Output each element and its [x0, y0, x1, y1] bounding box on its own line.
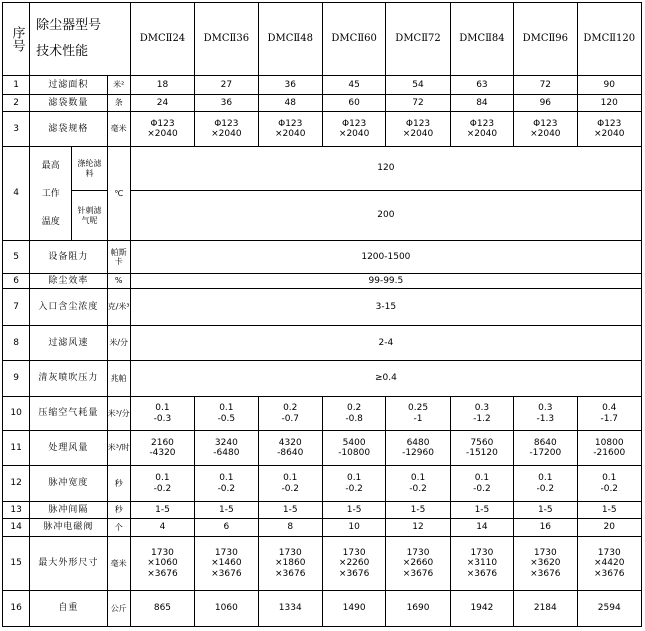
table-row	[3, 76, 642, 95]
table-row	[3, 502, 642, 519]
cell-value: 0.2 -0.8	[322, 397, 385, 431]
cell-value: 1730 ×4420 ×3676	[577, 537, 642, 591]
cell-value: 8	[258, 519, 322, 537]
row-unit: 兆帕	[107, 361, 130, 397]
cell-value: 4	[130, 519, 194, 537]
cell-value: 1730 ×3620 ×3676	[514, 537, 577, 591]
cell-value: 1-5	[514, 502, 577, 519]
cell-value: 99-99.5	[130, 274, 641, 289]
cell-value: 8640 -17200	[514, 431, 577, 466]
cell-value: 1-5	[258, 502, 322, 519]
row-name: 压缩空气耗量	[30, 397, 107, 431]
cell-value: 0.1 -0.2	[514, 466, 577, 502]
cell-value: 72	[514, 76, 577, 95]
row-name	[30, 147, 72, 241]
cell-value: 16	[514, 519, 577, 537]
cell-value: 1690	[386, 591, 450, 627]
cell-value: 0.1 -0.2	[577, 466, 642, 502]
row-number: 6	[3, 274, 30, 289]
row-unit: 公斤	[107, 591, 130, 627]
cell-value: 1-5	[450, 502, 513, 519]
model-header: DMCⅡ120	[577, 3, 642, 76]
cell-value: 1730 ×1460 ×3676	[195, 537, 258, 591]
cell-value: 48	[258, 95, 322, 112]
cell-value: 72	[386, 95, 450, 112]
cell-value: 10800 -21600	[577, 431, 642, 466]
row-name: 处理风量	[30, 431, 107, 466]
cell-value: 1-5	[577, 502, 642, 519]
cell-value: 200	[130, 191, 641, 241]
cell-value: Φ123 ×2040	[450, 112, 513, 147]
row-unit: ℃	[107, 147, 130, 241]
row-unit: 米²	[107, 76, 130, 95]
cell-value: 1730 ×3110 ×3676	[450, 537, 513, 591]
cell-value: 1490	[322, 591, 385, 627]
cell-value: 3-15	[130, 289, 641, 326]
title-header	[30, 3, 131, 76]
cell-value: 63	[450, 76, 513, 95]
cell-value: 0.1 -0.3	[130, 397, 194, 431]
cell-value: Φ123 ×2040	[195, 112, 258, 147]
row-unit: 秒	[107, 502, 130, 519]
table-row	[3, 95, 642, 112]
cell-value: 120	[577, 95, 642, 112]
cell-value: 120	[130, 147, 641, 191]
cell-value: Φ123 ×2040	[130, 112, 194, 147]
cell-value: 1334	[258, 591, 322, 627]
cell-value: 1-5	[386, 502, 450, 519]
row-name: 脉冲间隔	[30, 502, 107, 519]
cell-value: 90	[577, 76, 642, 95]
table-row	[3, 147, 642, 191]
row-name: 脉冲电磁阀	[30, 519, 107, 537]
cell-value: Φ123 ×2040	[258, 112, 322, 147]
cell-value: Φ123 ×2040	[577, 112, 642, 147]
row-number: 11	[3, 431, 30, 466]
cell-value: 10	[322, 519, 385, 537]
model-header: DMCⅡ36	[195, 3, 258, 76]
cell-value: Φ123 ×2040	[514, 112, 577, 147]
model-header: DMCⅡ60	[322, 3, 385, 76]
cell-value: 0.1 -0.5	[195, 397, 258, 431]
cell-value: 54	[386, 76, 450, 95]
cell-value: 0.1 -0.2	[450, 466, 513, 502]
row-number: 5	[3, 241, 30, 274]
cell-value: 2-4	[130, 326, 641, 361]
cell-value: 84	[450, 95, 513, 112]
cell-value: 1730 ×1060 ×3676	[130, 537, 194, 591]
cell-value: 36	[258, 76, 322, 95]
row-number: 13	[3, 502, 30, 519]
table-row	[3, 397, 642, 431]
cell-value: 0.25 -1	[386, 397, 450, 431]
cell-value: Φ123 ×2040	[322, 112, 385, 147]
cell-value: 2594	[577, 591, 642, 627]
row-number: 14	[3, 519, 30, 537]
table-row	[3, 466, 642, 502]
cell-value: 27	[195, 76, 258, 95]
row-name-part: 最高	[41, 160, 60, 171]
cell-value: 1730 ×1860 ×3676	[258, 537, 322, 591]
table-row	[3, 289, 642, 326]
table-row	[3, 112, 642, 147]
model-header: DMCⅡ24	[130, 3, 194, 76]
table-row	[3, 274, 642, 289]
title-line1: 除尘器型号	[36, 18, 102, 33]
row-name: 过滤面积	[30, 76, 107, 95]
table-row	[3, 361, 642, 397]
row-name: 最大外形尺寸	[30, 537, 107, 591]
cell-value: 1942	[450, 591, 513, 627]
cell-value: 0.3 -1.2	[450, 397, 513, 431]
row-name: 清灰喷吹压力	[30, 361, 107, 397]
row-unit: 毫米	[107, 112, 130, 147]
row-unit: 米³/时	[107, 431, 130, 466]
header-row	[3, 3, 642, 76]
cell-value: 60	[322, 95, 385, 112]
row-unit: 米³/分	[107, 397, 130, 431]
cell-value: 24	[130, 95, 194, 112]
cell-value: 4320 -8640	[258, 431, 322, 466]
row-number: 16	[3, 591, 30, 627]
cell-value: 0.3 -1.3	[514, 397, 577, 431]
cell-value: 1060	[195, 591, 258, 627]
row-name: 自重	[30, 591, 107, 627]
cell-value: 18	[130, 76, 194, 95]
model-header: DMCⅡ48	[258, 3, 322, 76]
cell-value: 2160 -4320	[130, 431, 194, 466]
title-line2: 技术性能	[36, 44, 89, 59]
row-unit: 条	[107, 95, 130, 112]
cell-value: 3240 -6480	[195, 431, 258, 466]
row-number: 4	[3, 147, 30, 241]
table-row	[3, 241, 642, 274]
row-unit: 毫米	[107, 537, 130, 591]
table-row	[3, 537, 642, 591]
table-row	[3, 326, 642, 361]
cell-value: 0.4 -1.7	[577, 397, 642, 431]
row-number: 7	[3, 289, 30, 326]
table-row	[3, 591, 642, 627]
row-number: 3	[3, 112, 30, 147]
row-number: 8	[3, 326, 30, 361]
row-number: 15	[3, 537, 30, 591]
cell-value: 1730 ×2660 ×3676	[386, 537, 450, 591]
cell-value: 7560 -15120	[450, 431, 513, 466]
row-name-part: 工作	[41, 188, 60, 199]
row-number: 12	[3, 466, 30, 502]
row-name: 滤袋数量	[30, 95, 107, 112]
cell-value: 865	[130, 591, 194, 627]
cell-value: 0.1 -0.2	[386, 466, 450, 502]
cell-value: 0.1 -0.2	[130, 466, 194, 502]
cell-value: 96	[514, 95, 577, 112]
spec-table	[2, 2, 642, 627]
row-name: 入口含尘浓度	[30, 289, 107, 326]
cell-value: 0.1 -0.2	[258, 466, 322, 502]
cell-value: 6	[195, 519, 258, 537]
model-header: DMCⅡ72	[386, 3, 450, 76]
table-row	[3, 519, 642, 537]
cell-value: 0.1 -0.2	[322, 466, 385, 502]
cell-value: 1730 ×2260 ×3676	[322, 537, 385, 591]
cell-value: 0.1 -0.2	[195, 466, 258, 502]
row-name: 脉冲宽度	[30, 466, 107, 502]
row-number: 9	[3, 361, 30, 397]
cell-value: 0.2 -0.7	[258, 397, 322, 431]
table-row	[3, 191, 642, 241]
row-unit: %	[107, 274, 130, 289]
row-unit: 帕斯卡	[107, 241, 130, 274]
row-name: 过滤风速	[30, 326, 107, 361]
row-unit: 秒	[107, 466, 130, 502]
row-name: 滤袋规格	[30, 112, 107, 147]
cell-value: 2184	[514, 591, 577, 627]
row-unit: 克/米³	[107, 289, 130, 326]
model-header: DMCⅡ84	[450, 3, 513, 76]
cell-value: 1-5	[130, 502, 194, 519]
cell-value: Φ123 ×2040	[386, 112, 450, 147]
row-number: 2	[3, 95, 30, 112]
table-row	[3, 431, 642, 466]
row-unit: 个	[107, 519, 130, 537]
row-name: 除尘效率	[30, 274, 107, 289]
cell-value: 14	[450, 519, 513, 537]
cell-value: 1-5	[195, 502, 258, 519]
cell-value: 12	[386, 519, 450, 537]
cell-value: 1-5	[322, 502, 385, 519]
row-unit: 米/分	[107, 326, 130, 361]
row-number: 10	[3, 397, 30, 431]
row-name-part: 温度	[41, 216, 60, 227]
sub-item-label: 针刺滤气呢	[72, 191, 107, 241]
cell-value: 20	[577, 519, 642, 537]
cell-value: 6480 -12960	[386, 431, 450, 466]
cell-value: 5400 -10800	[322, 431, 385, 466]
cell-value: 45	[322, 76, 385, 95]
sub-item-label: 涤纶滤料	[72, 147, 107, 191]
cell-value: 36	[195, 95, 258, 112]
model-header: DMCⅡ96	[514, 3, 577, 76]
index-header: 序号	[3, 3, 30, 76]
row-name: 设备阻力	[30, 241, 107, 274]
cell-value: 1200-1500	[130, 241, 641, 274]
row-number: 1	[3, 76, 30, 95]
cell-value: ≥0.4	[130, 361, 641, 397]
